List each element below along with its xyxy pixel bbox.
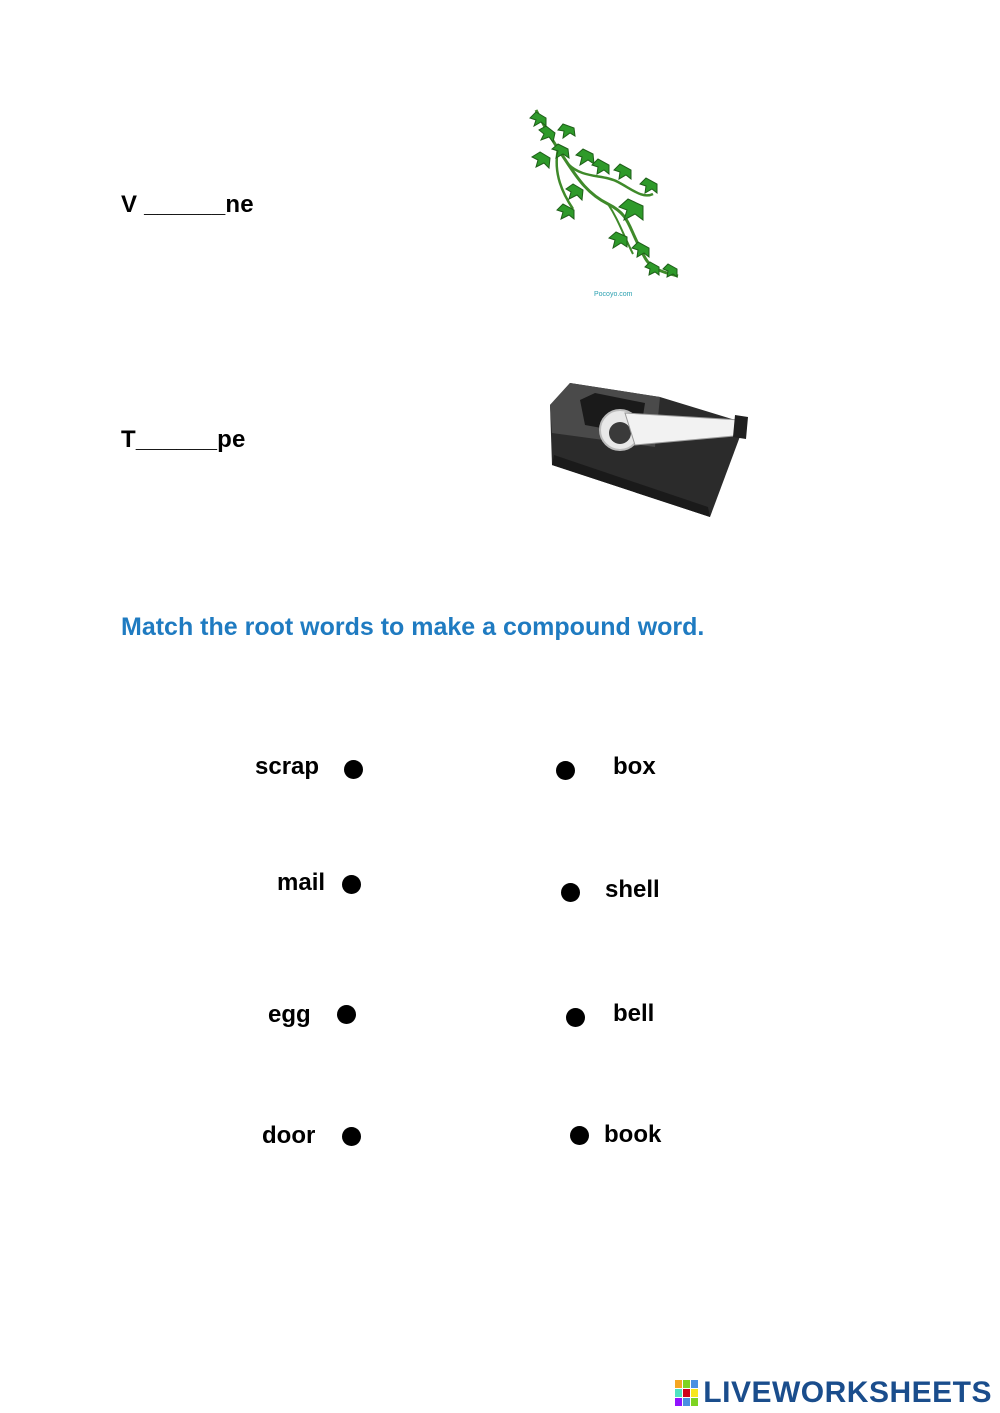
left-word-scrap: scrap <box>255 753 320 780</box>
right-word-shell: shell <box>605 876 660 903</box>
left-word-door: door <box>262 1122 316 1149</box>
match-dot-right-3[interactable] <box>566 1008 585 1027</box>
fill-in-tape: T______pe <box>121 426 246 453</box>
vine-image <box>528 104 688 299</box>
match-dot-left-4[interactable] <box>342 1127 361 1146</box>
tape-dispenser-illustration <box>540 375 755 520</box>
logo-blocks-icon <box>675 1380 699 1406</box>
match-dot-left-2[interactable] <box>342 875 361 894</box>
vine-illustration <box>528 104 688 299</box>
tape-dispenser-image <box>540 375 755 520</box>
right-word-box: box <box>613 753 656 780</box>
liveworksheets-logo <box>675 1376 992 1410</box>
right-word-bell: bell <box>613 1000 655 1027</box>
fill-in-vine: V ______ne <box>121 191 254 218</box>
match-dot-right-2[interactable] <box>561 883 580 902</box>
match-dot-left-1[interactable] <box>344 760 363 779</box>
match-dot-left-3[interactable] <box>337 1005 356 1024</box>
left-word-mail: mail <box>277 869 326 896</box>
left-word-egg: egg <box>268 1001 311 1028</box>
instruction-heading: Match the root words to make a compound word. <box>121 613 705 641</box>
vine-caption: Pocoyo.com <box>594 291 633 298</box>
right-word-book: book <box>604 1121 662 1148</box>
match-dot-right-1[interactable] <box>556 761 575 780</box>
match-dot-right-4[interactable] <box>570 1126 589 1145</box>
brand-name: LIVEWORKSHEETS <box>703 1376 992 1409</box>
